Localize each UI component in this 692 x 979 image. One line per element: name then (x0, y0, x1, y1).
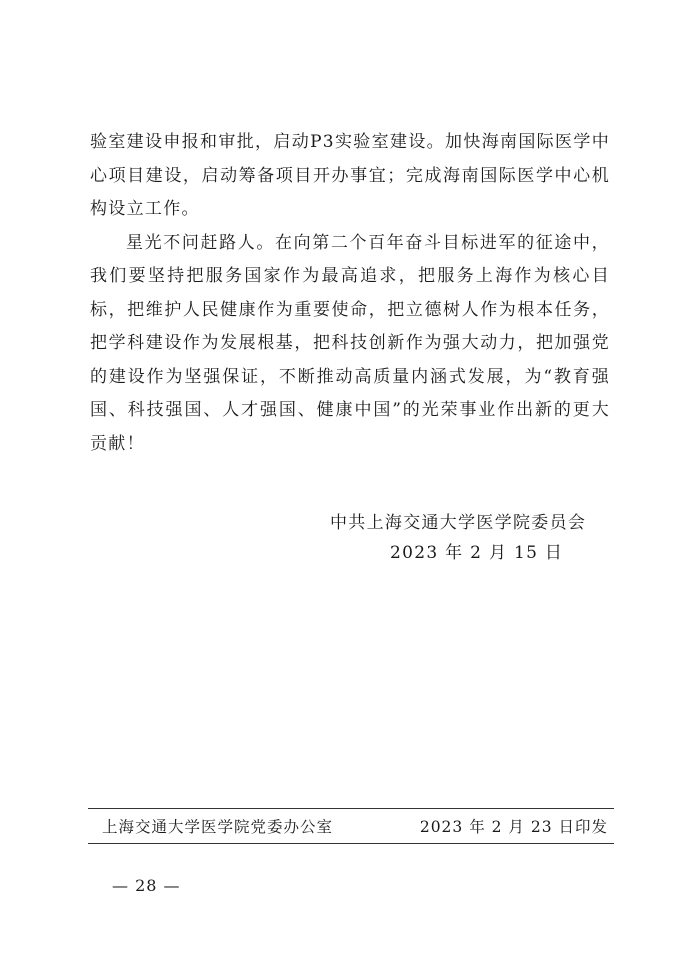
footer-bottom-rule (88, 843, 614, 844)
footer-issue-date: 2023 年 2 月 23 日印发 (419, 818, 608, 836)
page-number: — 28 — (112, 876, 181, 895)
paragraph-continued: 验室建设申报和审批，启动P3实验室建设。加快海南国际医学中心项目建设，启动筹备项目开办事宜；完成海南国际医学中心机构设立工作。 (90, 132, 610, 219)
paragraph-closing: 星光不问赶路人。在向第二个百年奋斗目标进军的征途中，我们要坚持把服务国家作为最高追求，把服务上海作为核心目标，把维护人民健康作为重要使命，把立德树人作为根本任务，把学科建设作为发展根基，把科技创新作为强大动力，把加强党的建设作为坚强保证，不断推动高质量内涵式发展，为“教育强国、科技强国、人才强国、健康中国”的光荣事业作出新的更大贡献！ (90, 232, 610, 454)
signature-block (330, 508, 586, 568)
footer-issuer: 上海交通大学医学院党委办公室 (102, 818, 334, 836)
signature-date: 2023 年 2 月 15 日 (390, 543, 564, 563)
footer-top-rule (88, 808, 614, 809)
signature-organization: 中共上海交通大学医学院委员会 (330, 513, 587, 533)
body-text (90, 126, 610, 461)
